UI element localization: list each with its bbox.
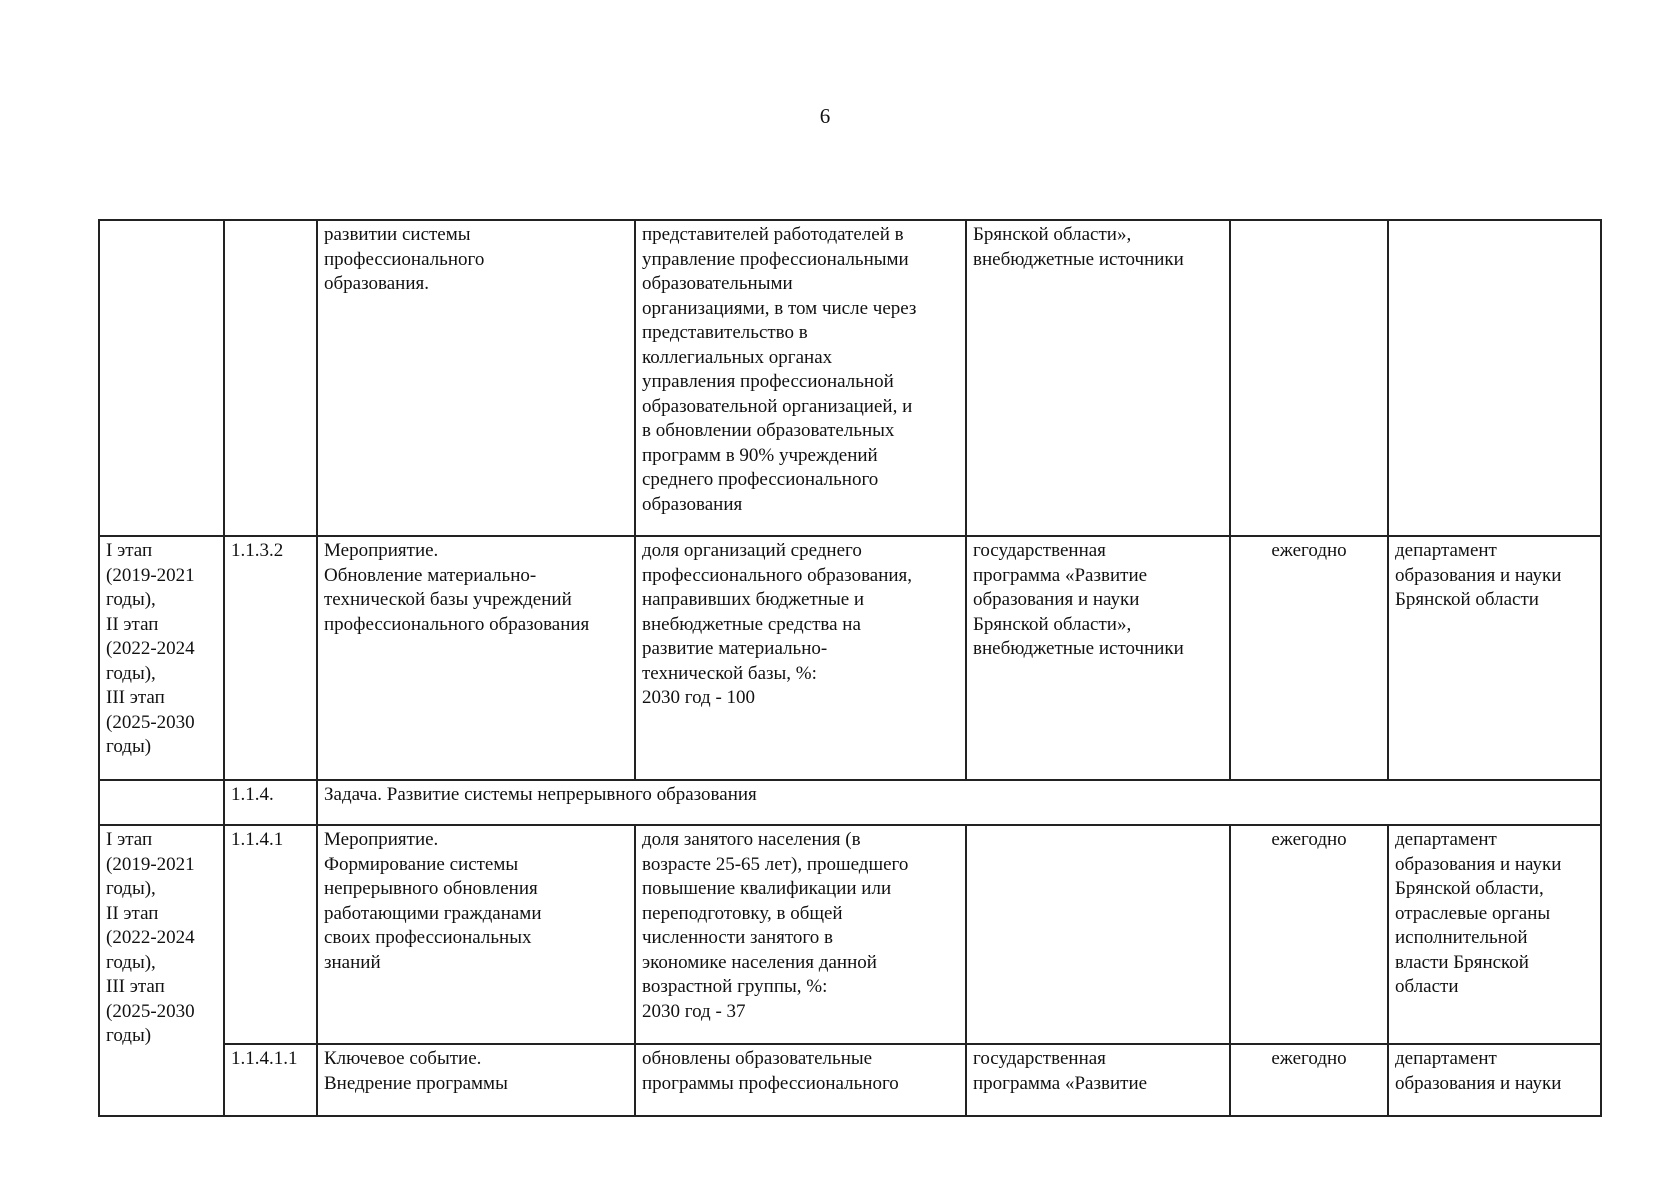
indicator-cell: доля занятого населения (в возрасте 25-65 лет), прошедшего повышение квалификации или переподготовку, в общей численности занятого в экономике населения данной возрастной группы, %: 2030 год - 37 — [635, 825, 966, 1044]
period-cell: ежегодно — [1230, 1044, 1388, 1116]
name-cell: Мероприятие. Формирование системы непрерывного обновления работающими гражданами своих профессиональных знаний — [317, 825, 635, 1044]
task-cell: Задача. Развитие системы непрерывного образования — [317, 780, 1601, 825]
period-cell — [1230, 220, 1388, 536]
executor-cell: департамент образования и науки Брянской области, отраслевые органы исполнительной власти Брянской области — [1388, 825, 1601, 1044]
action-plan-table — [98, 219, 1602, 1117]
period-cell: ежегодно — [1230, 536, 1388, 780]
source-cell: Брянской области», внебюджетные источники — [966, 220, 1230, 536]
number-cell — [224, 220, 317, 536]
table-row — [99, 1044, 1601, 1116]
number-cell: 1.1.4.1 — [224, 825, 317, 1044]
name-cell: Мероприятие. Обновление материально- технической базы учреждений профессионального образования — [317, 536, 635, 780]
source-cell: государственная программа «Развитие — [966, 1044, 1230, 1116]
name-cell: Ключевое событие. Внедрение программы — [317, 1044, 635, 1116]
table-row — [99, 536, 1601, 780]
source-cell: государственная программа «Развитие образования и науки Брянской области», внебюджетные источники — [966, 536, 1230, 780]
indicator-cell: обновлены образовательные программы профессионального — [635, 1044, 966, 1116]
executor-cell — [1388, 220, 1601, 536]
number-cell: 1.1.3.2 — [224, 536, 317, 780]
stage-cell — [99, 220, 224, 536]
source-cell — [966, 825, 1230, 1044]
period-cell: ежегодно — [1230, 825, 1388, 1044]
table-row — [99, 220, 1601, 536]
stage-cell: I этап (2019-2021 годы), II этап (2022-2024 годы), III этап (2025-2030 годы) — [99, 825, 224, 1116]
name-cell: развитии системы профессионального образования. — [317, 220, 635, 536]
table-row — [99, 825, 1601, 1044]
executor-cell: департамент образования и науки Брянской области — [1388, 536, 1601, 780]
stage-cell — [99, 780, 224, 825]
stage-cell: I этап (2019-2021 годы), II этап (2022-2024 годы), III этап (2025-2030 годы) — [99, 536, 224, 780]
number-cell: 1.1.4.1.1 — [224, 1044, 317, 1116]
indicator-cell: доля организаций среднего профессионального образования, направивших бюджетные и внебюджетные средства на развитие материально- технической базы, %: 2030 год - 100 — [635, 536, 966, 780]
number-cell: 1.1.4. — [224, 780, 317, 825]
executor-cell: департамент образования и науки — [1388, 1044, 1601, 1116]
task-row — [99, 780, 1601, 825]
indicator-cell: представителей работодателей в управление профессиональными образовательными организациями, в том числе через представительство в коллегиальных органах управления профессиональной образовательной организацией, и в обновлении образовательных программ в 90% учреждений среднего профессионального образования — [635, 220, 966, 536]
page-number: 6 — [819, 104, 831, 128]
